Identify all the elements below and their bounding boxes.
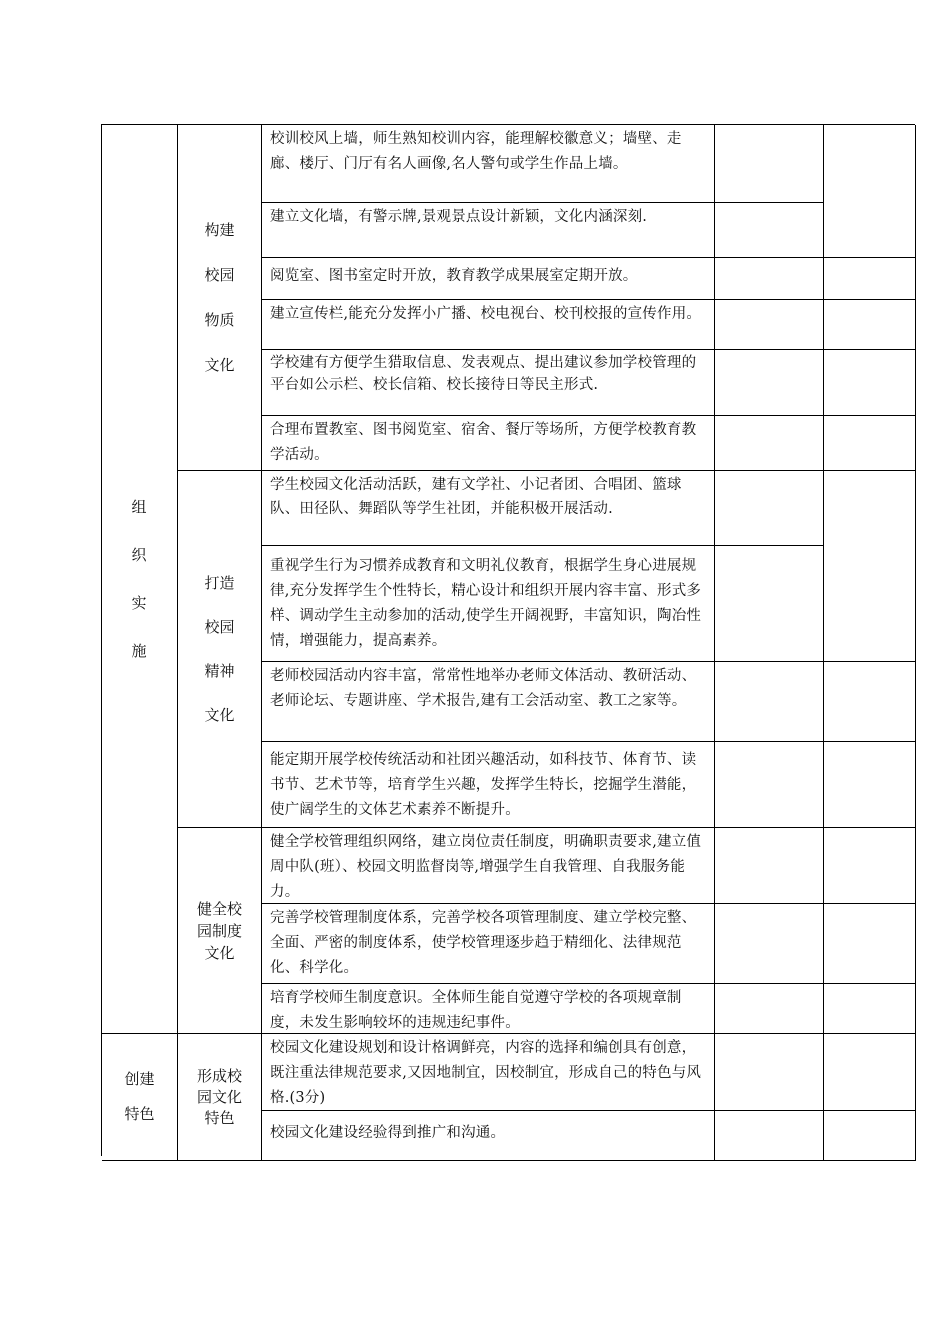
- score-cell: [715, 300, 824, 350]
- main-category-char: 实: [131, 594, 148, 612]
- criterion-text: 学校建有方便学生猎取信息、发表观点、提出建议参加学校管理的平台如公示栏、校长信箱、校长接待日等民主形式.: [262, 350, 715, 416]
- sub-category-line: 校园: [204, 618, 235, 636]
- score-cell: [715, 742, 824, 828]
- sub-category-line: 构建: [204, 220, 235, 239]
- sub-category-line: 校园: [204, 265, 235, 284]
- main-category-organize: [102, 125, 178, 1034]
- main-category-char: 组: [131, 498, 148, 516]
- sub-category-line: 打造: [204, 574, 235, 592]
- remark-cell: [824, 904, 916, 984]
- score-cell: [715, 416, 824, 471]
- sub-category-line: 文化: [204, 706, 235, 724]
- score-cell: [715, 350, 824, 416]
- criterion-text: 培育学校师生制度意识。全体师生能自觉遵守学校的各项规章制度，未发生影响较坏的违规违纪事件。: [262, 984, 715, 1034]
- criterion-text: 完善学校管理制度体系，完善学校各项管理制度、建立学校完整、全面、严密的制度体系，使学校管理逐步趋于精细化、法律规范化、科学化。: [262, 904, 715, 984]
- remark-cell: [824, 662, 916, 742]
- remark-cell: [824, 300, 916, 350]
- evaluation-table: [101, 124, 915, 1156]
- remark-cell: [824, 828, 916, 904]
- criterion-text: 健全学校管理组织网络，建立岗位责任制度，明确职责要求,建立值周中队(班）、校园文明监督岗等,增强学生自我管理、自我服务能力。: [262, 828, 715, 904]
- remark-cell: [824, 1034, 916, 1111]
- sub-category-line: 物质: [204, 310, 235, 329]
- score-cell: [715, 984, 824, 1034]
- score-cell: [715, 662, 824, 742]
- remark-cell: [824, 258, 916, 300]
- remark-cell: [824, 350, 916, 416]
- criterion-text: 学生校园文化活动活跃，建有文学社、小记者团、合唱团、篮球队、田径队、舞蹈队等学生社团，并能积极开展活动.: [262, 471, 715, 546]
- sub-category-line: 形成校: [196, 1066, 242, 1085]
- score-cell: [715, 258, 824, 300]
- criterion-text: 校训校风上墙，师生熟知校训内容，能理解校徽意义；墙壁、走廊、楼厅、门厅有名人画像,名人警句或学生作品上墙。: [262, 125, 715, 203]
- main-category-char: 施: [131, 642, 148, 660]
- criterion-text: 建立宣传栏,能充分发挥小广播、校电视台、校刊校报的宣传作用。: [262, 300, 715, 350]
- sub-category-material-culture: [178, 125, 262, 471]
- remark-cell: [824, 984, 916, 1034]
- score-cell: [715, 904, 824, 984]
- sub-category-culture-feature: [178, 1034, 262, 1161]
- sub-category-line: 文化: [204, 355, 235, 374]
- remark-cell: [824, 742, 916, 828]
- score-cell: [715, 1034, 824, 1111]
- main-category-feature: [102, 1034, 178, 1161]
- score-cell: [715, 125, 824, 203]
- sub-category-line: 园文化: [196, 1087, 242, 1106]
- main-category-char: 创建: [124, 1070, 155, 1088]
- remark-cell: [824, 471, 916, 662]
- score-cell: [715, 203, 824, 258]
- remark-cell: [824, 125, 916, 258]
- criterion-text: 校园文化建设经验得到推广和沟通。: [262, 1111, 715, 1161]
- score-cell: [715, 546, 824, 662]
- main-category-char: 织: [131, 546, 148, 564]
- sub-category-line: 文化: [204, 943, 235, 962]
- sub-category-line: 健全校: [196, 899, 242, 918]
- criterion-text: 合理布置教室、图书阅览室、宿舍、餐厅等场所，方便学校教育教学活动。: [262, 416, 715, 471]
- sub-category-line: 园制度: [196, 921, 242, 940]
- score-cell: [715, 828, 824, 904]
- criterion-text: 重视学生行为习惯养成教育和文明礼仪教育，根据学生身心进展规律,充分发挥学生个性特长，精心设计和组织开展内容丰富、形式多样、调动学生主动参加的活动,使学生开阔视野，丰富知识，陶冶性情，增强能力，提高素养。: [262, 546, 715, 662]
- criterion-text: 建立文化墙，有警示牌,景观景点设计新颖，文化内涵深刻.: [262, 203, 715, 258]
- criterion-text: 校园文化建设规划和设计格调鲜亮，内容的选择和编创具有创意，既注重法律规范要求,又因地制宜，因校制宜，形成自己的特色与风格.(3分): [262, 1034, 715, 1111]
- remark-cell: [824, 1111, 916, 1161]
- remark-cell: [824, 416, 916, 471]
- sub-category-line: 特色: [204, 1108, 235, 1127]
- sub-category-spirit-culture: [178, 471, 262, 828]
- main-category-char: 特色: [124, 1105, 155, 1123]
- score-cell: [715, 471, 824, 546]
- criterion-text: 阅览室、图书室定时开放，教育教学成果展室定期开放。: [262, 258, 715, 300]
- criterion-text: 老师校园活动内容丰富，常常性地举办老师文体活动、教研活动、老师论坛、专题讲座、学术报告,建有工会活动室、教工之家等。: [262, 662, 715, 742]
- sub-category-system-culture: [178, 828, 262, 1034]
- criterion-text: 能定期开展学校传统活动和社团兴趣活动，如科技节、体育节、读书节、艺术节等，培育学生兴趣，发挥学生特长，挖掘学生潜能，使广阔学生的文体艺术素养不断提升。: [262, 742, 715, 828]
- sub-category-line: 精神: [204, 662, 235, 680]
- score-cell: [715, 1111, 824, 1161]
